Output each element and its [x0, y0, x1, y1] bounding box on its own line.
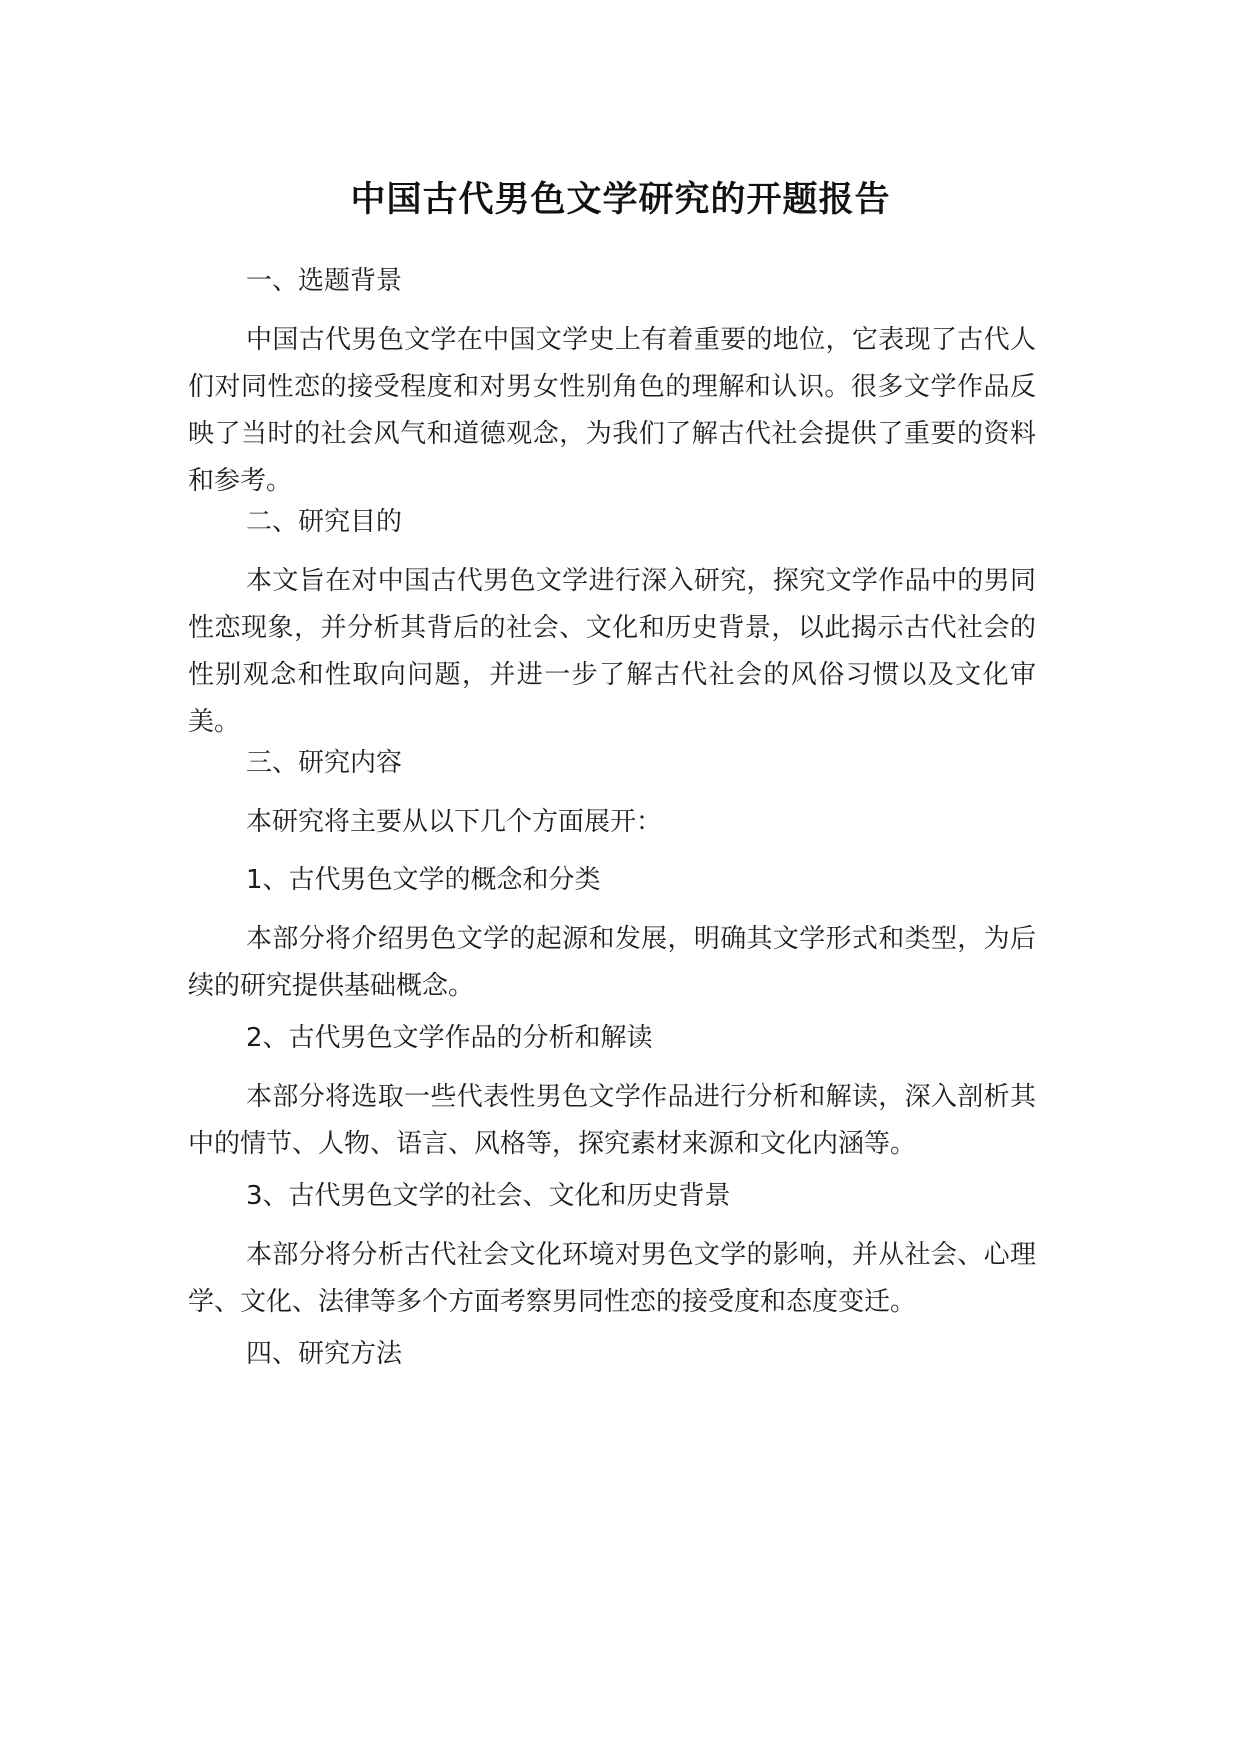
- item-paragraph-2: 本部分将选取一些代表性男色文学作品进行分析和解读，深入剖析其中的情节、人物、语言、风格等，探究素材来源和文化内涵等。: [188, 1082, 1036, 1159]
- paragraph-purpose: 本文旨在对中国古代男色文学进行深入研究，探究文学作品中的男同性恋现象，并分析其背后的社会、文化和历史背景，以此揭示古代社会的性别观念和性取向问题，并进一步了解古代社会的风俗习惯以及文化审美。: [188, 566, 1036, 737]
- item-heading-1: 1、古代男色文学的概念和分类: [246, 865, 601, 895]
- content-intro: 本研究将主要从以下几个方面展开：: [246, 807, 663, 837]
- section-heading-purpose: 二、研究目的: [246, 507, 403, 537]
- item-paragraph-3: 本部分将分析古代社会文化环境对男色文学的影响，并从社会、心理学、文化、法律等多个方面考察男同性恋的接受度和态度变迁。: [188, 1240, 1036, 1317]
- document-title: 中国古代男色文学研究的开题报告: [350, 180, 891, 220]
- section-heading-background: 一、选题背景: [246, 266, 403, 296]
- item-heading-2: 2、古代男色文学作品的分析和解读: [246, 1023, 653, 1053]
- item-paragraph-1: 本部分将介绍男色文学的起源和发展，明确其文学形式和类型，为后续的研究提供基础概念。: [188, 924, 1036, 1001]
- section-heading-methods: 四、研究方法: [246, 1339, 403, 1369]
- item-heading-3: 3、古代男色文学的社会、文化和历史背景: [246, 1181, 731, 1211]
- section-heading-content: 三、研究内容: [246, 748, 403, 778]
- paragraph-background: 中国古代男色文学在中国文学史上有着重要的地位，它表现了古代人们对同性恋的接受程度和对男女性别角色的理解和认识。很多文学作品反映了当时的社会风气和道德观念，为我们了解古代社会提供了重要的资料和参考。: [188, 325, 1036, 496]
